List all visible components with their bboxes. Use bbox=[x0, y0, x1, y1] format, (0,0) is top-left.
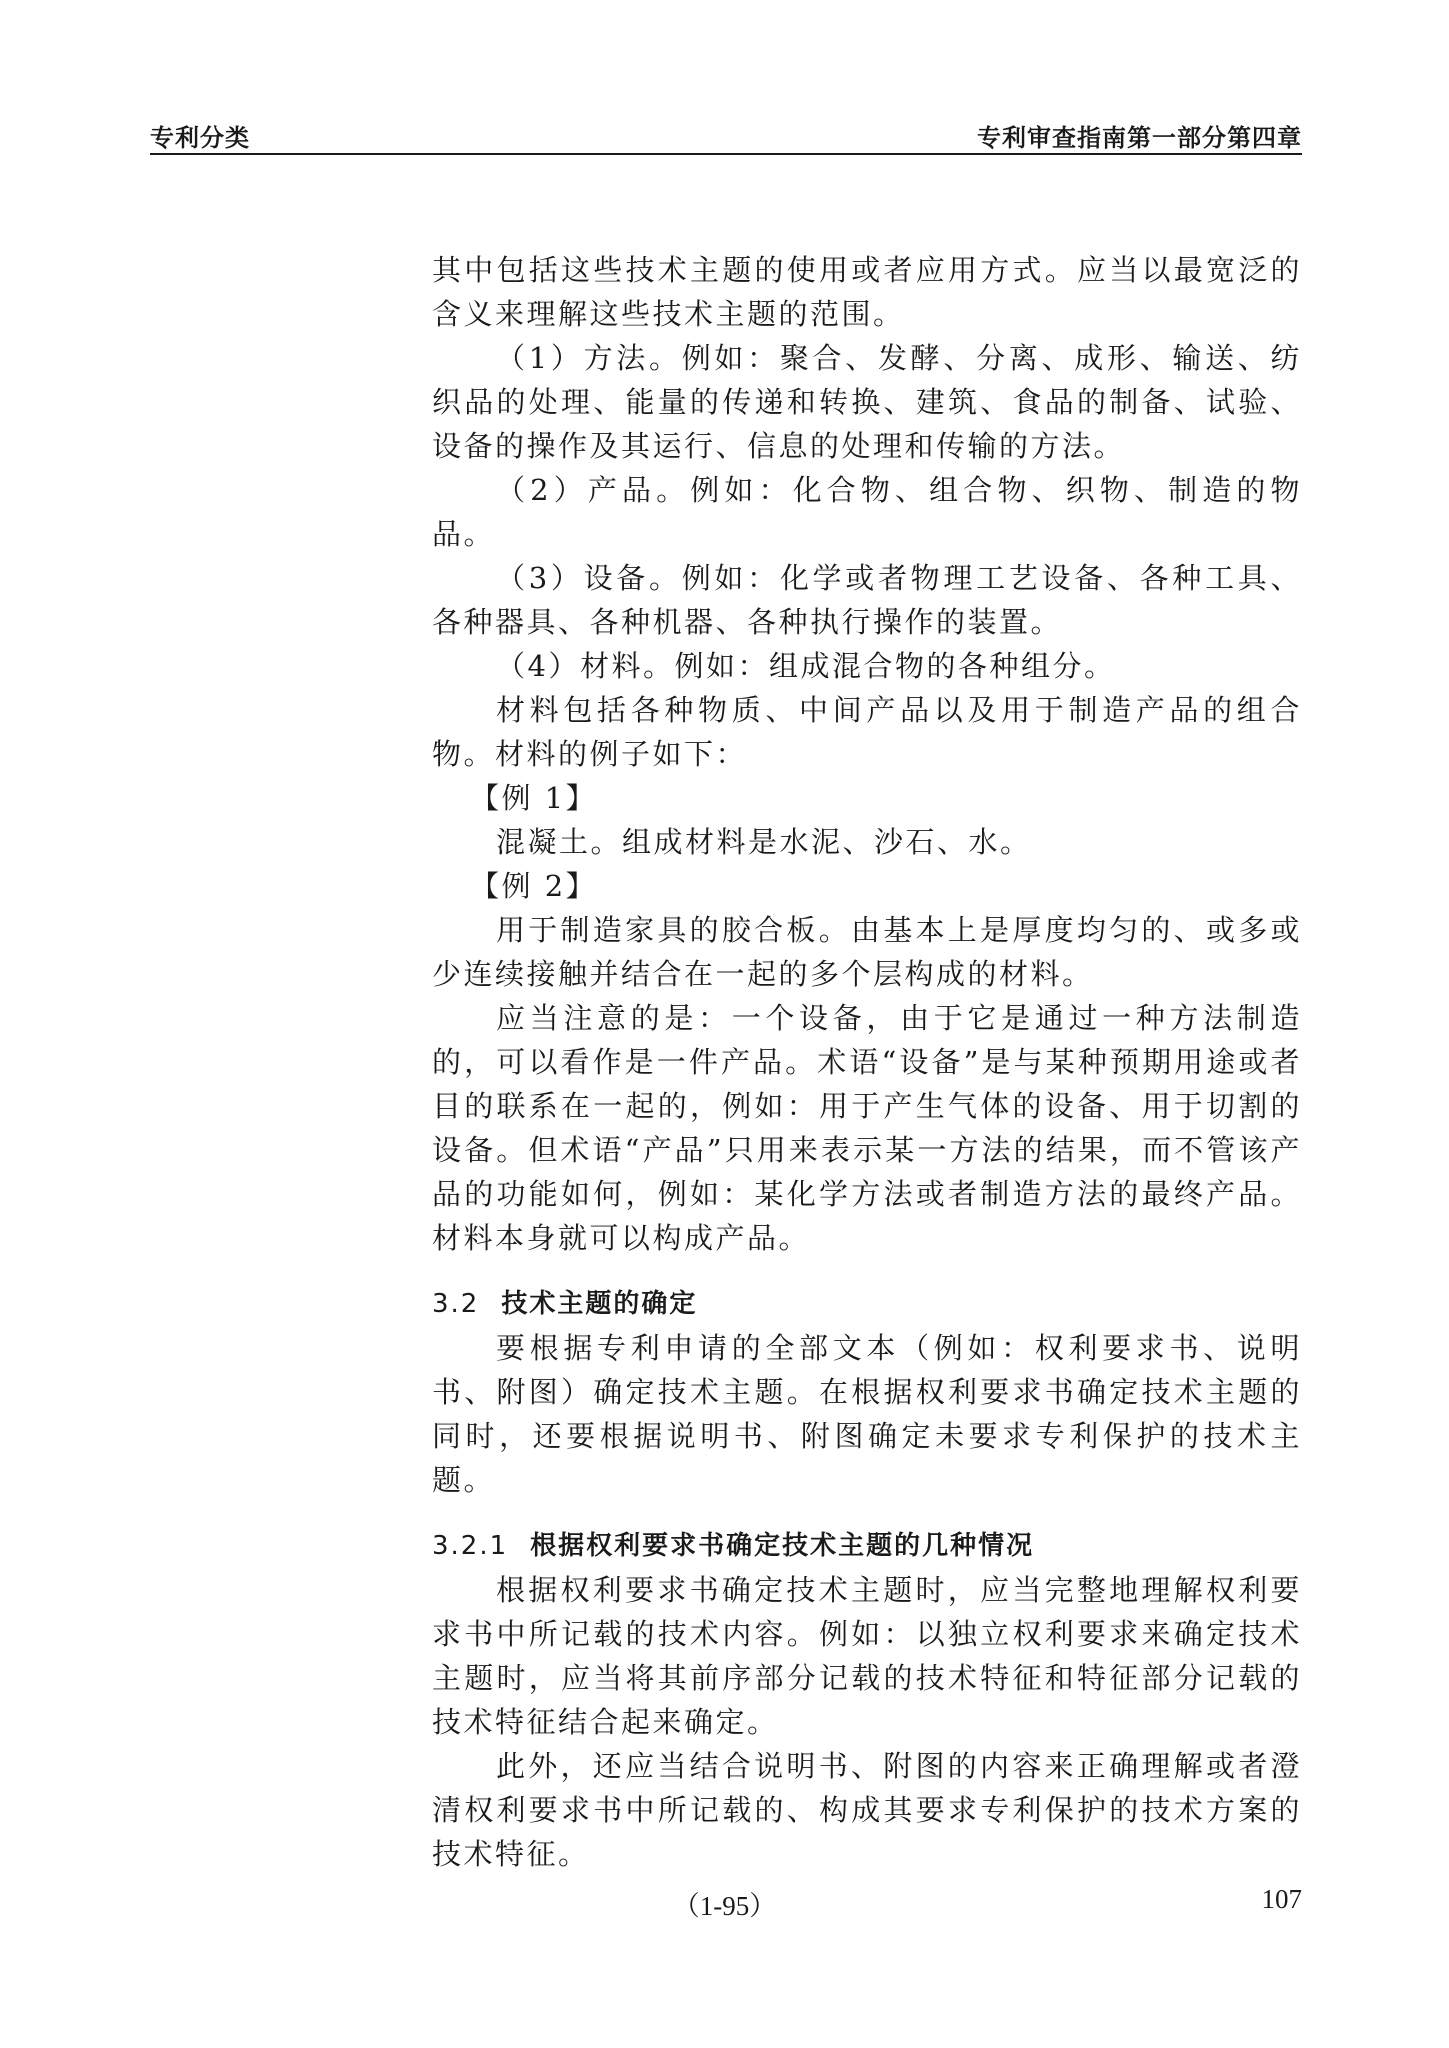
section-number: 3.2 bbox=[432, 1289, 480, 1319]
paragraph: （2）产品。例如：化合物、组合物、织物、制造的物品。 bbox=[432, 473, 1302, 551]
paragraph: 用于制造家具的胶合板。由基本上是厚度均匀的、或多或少连续接触并结合在一起的多个层构成的材料。 bbox=[432, 913, 1302, 991]
paragraph: （3）设备。例如：化学或者物理工艺设备、各种工具、各种器具、各种机器、各种执行操作的装置。 bbox=[432, 561, 1302, 639]
section-title: 根据权利要求书确定技术主题的几种情况 bbox=[530, 1531, 1035, 1561]
paragraph: 此外，还应当结合说明书、附图的内容来正确理解或者澄清权利要求书中所记载的、构成其要求专利保护的技术方案的技术特征。 bbox=[432, 1749, 1302, 1871]
section-page-number: （1-95） bbox=[672, 1891, 777, 1921]
paragraph: 根据权利要求书确定技术主题时，应当完整地理解权利要求书中所记载的技术内容。例如：以独立权利要求来确定技术主题时，应当将其前序部分记载的技术特征和特征部分记载的技术特征结合起来确定。 bbox=[432, 1573, 1302, 1739]
page-body bbox=[432, 248, 1302, 1876]
paragraph: （1）方法。例如：聚合、发酵、分离、成形、输送、纺织品的处理、能量的传递和转换、建筑、食品的制备、试验、设备的操作及其运行、信息的处理和传输的方法。 bbox=[432, 341, 1302, 463]
paragraph: 混凝土。组成材料是水泥、沙石、水。 bbox=[496, 825, 1032, 859]
paragraph: 材料包括各种物质、中间产品以及用于制造产品的组合物。材料的例子如下： bbox=[432, 693, 1302, 771]
example-label: 【例 2】 bbox=[470, 869, 598, 903]
header-section-label: 专利分类 bbox=[150, 124, 250, 152]
example-label: 【例 1】 bbox=[470, 781, 598, 815]
paragraph: 其中包括这些技术主题的使用或者应用方式。应当以最宽泛的含义来理解这些技术主题的范围。 bbox=[432, 253, 1302, 331]
paragraph: （4）材料。例如：组成混合物的各种组分。 bbox=[496, 649, 1116, 683]
section-heading bbox=[432, 1282, 1302, 1326]
page-number: 107 bbox=[1261, 1884, 1302, 1914]
section-heading bbox=[432, 1524, 1302, 1568]
header-divider bbox=[150, 153, 1302, 155]
header-chapter-label: 专利审查指南第一部分第四章 bbox=[977, 124, 1302, 152]
paragraph: 应当注意的是：一个设备，由于它是通过一种方法制造的，可以看作是一件产品。术语“设备”是与某种预期用途或者目的联系在一起的，例如：用于产生气体的设备、用于切割的设备。但术语“产品”只用来表示某一方法的结果，而不管该产品的功能如何，例如：某化学方法或者制造方法的最终产品。材料本身就可以构成产品。 bbox=[432, 1001, 1302, 1255]
section-title: 技术主题的确定 bbox=[501, 1289, 698, 1319]
running-header bbox=[150, 118, 1302, 158]
section-number: 3.2.1 bbox=[432, 1531, 509, 1561]
paragraph: 要根据专利申请的全部文本（例如：权利要求书、说明书、附图）确定技术主题。在根据权利要求书确定技术主题的同时，还要根据说明书、附图确定未要求专利保护的技术主题。 bbox=[432, 1331, 1302, 1497]
